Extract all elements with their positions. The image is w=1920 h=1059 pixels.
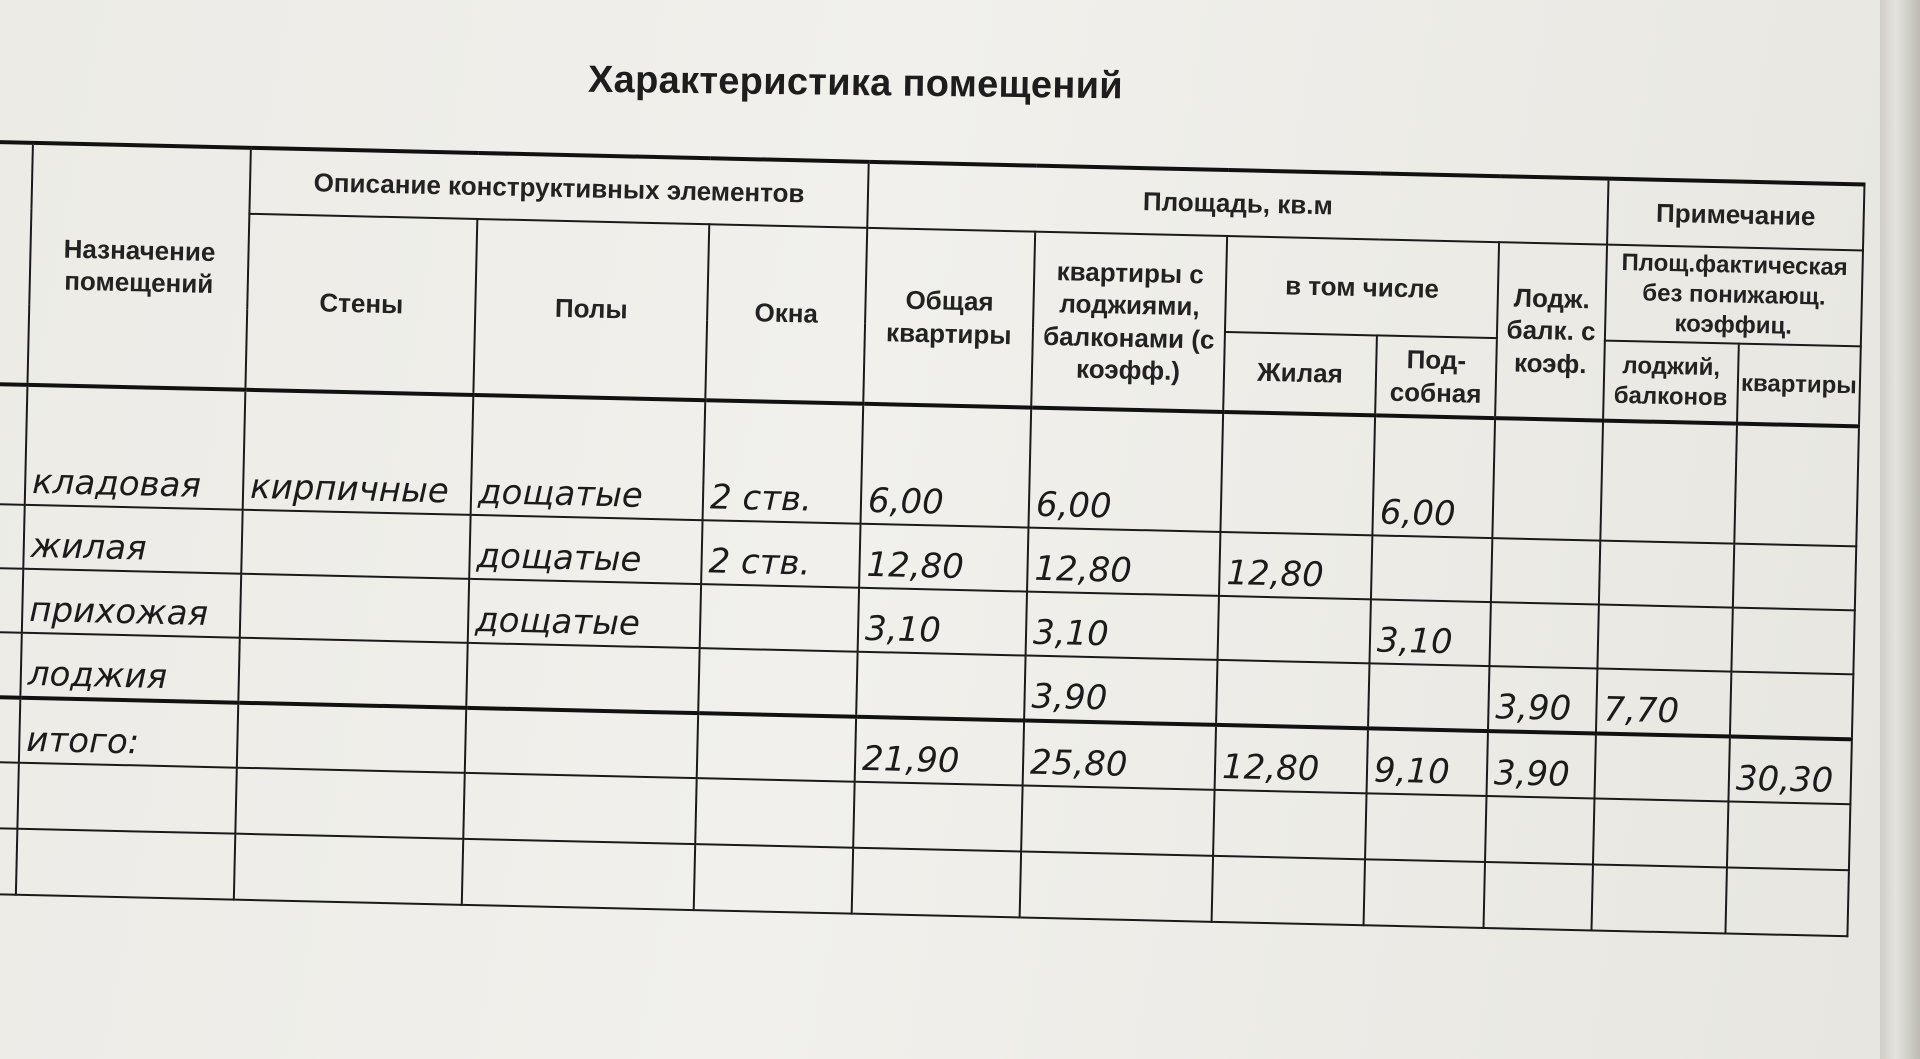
- walls-cell: [241, 510, 470, 579]
- empty-cell: [1212, 856, 1365, 925]
- header-living: Жилая: [1223, 332, 1377, 415]
- empty-cell: [462, 839, 695, 910]
- empty-cell: [0, 762, 19, 829]
- header-note-apartment: квартиры: [1737, 344, 1861, 427]
- with-loggias-cell: 3,10: [1026, 592, 1219, 660]
- total-cell: 3,10: [858, 588, 1027, 656]
- empty-cell: [463, 773, 696, 844]
- loggia-coef-cell: 3,90: [1488, 666, 1597, 733]
- auxiliary-cell: 9,10: [1367, 728, 1488, 796]
- empty-cell: [1213, 790, 1366, 859]
- note-loggias-cell: [1600, 421, 1737, 544]
- header-area: Площадь, кв.м: [867, 162, 1608, 245]
- with-loggias-cell: 6,00: [1028, 408, 1223, 532]
- living-cell: 12,80: [1215, 725, 1368, 793]
- header-auxiliary: Под- собная: [1375, 335, 1497, 418]
- auxiliary-cell: 3,10: [1369, 599, 1490, 666]
- header-note: Примечание: [1607, 179, 1864, 251]
- rooms-table: [0, 140, 1866, 937]
- empty-cell: [1021, 786, 1214, 856]
- empty-cell: [1591, 864, 1726, 933]
- floors-cell: дощатые: [471, 395, 706, 520]
- purpose-cell: итого:: [19, 698, 238, 768]
- header-with-loggias: квартиры с лоджиями, балконами (с коэфф.): [1031, 232, 1227, 412]
- empty-cell: [1364, 859, 1485, 928]
- walls-cell: [240, 574, 469, 643]
- empty-cell: [1725, 868, 1848, 937]
- windows-cell: [698, 648, 857, 717]
- header-note-loggias: лоджий, балконов: [1603, 341, 1739, 424]
- empty-cell: [17, 763, 236, 834]
- loggia-coef-cell: [1492, 418, 1603, 540]
- note-loggias-cell: [1599, 541, 1734, 608]
- row-number-cell: [0, 568, 23, 633]
- loggia-coef-cell: 3,90: [1487, 731, 1596, 798]
- auxiliary-cell: 6,00: [1372, 415, 1495, 538]
- header-floors: Полы: [473, 219, 709, 400]
- auxiliary-cell: [1368, 663, 1489, 731]
- header-windows: Окна: [705, 224, 867, 404]
- walls-cell: кирпичные: [243, 390, 474, 515]
- with-loggias-cell: 12,80: [1027, 528, 1220, 596]
- empty-cell: [1593, 798, 1728, 867]
- header-loggia-coef: Лодж. балк. с коэф.: [1495, 242, 1607, 420]
- empty-cell: [852, 848, 1021, 918]
- header-actual-area: Площ.фактическая без понижающ. коэффиц.: [1605, 245, 1863, 347]
- row-number-cell: [0, 632, 22, 698]
- header-total-apartment: Общая квартиры: [863, 228, 1035, 408]
- row-number-cell: [0, 384, 27, 505]
- note-loggias-cell: [1597, 605, 1732, 672]
- living-cell: [1218, 596, 1371, 663]
- empty-cell: [1365, 793, 1486, 862]
- living-cell: 12,80: [1219, 532, 1372, 599]
- purpose-cell: жилая: [23, 505, 242, 574]
- row-number-cell: [0, 697, 20, 763]
- floors-cell: дощатые: [469, 515, 702, 584]
- note-loggias-cell: 7,70: [1596, 669, 1731, 737]
- floors-cell: [465, 708, 698, 778]
- rooms-table-wrapper: [0, 140, 1866, 937]
- note-apartment-cell: [1731, 608, 1854, 675]
- empty-cell: [1484, 862, 1593, 930]
- empty-cell: [1727, 802, 1850, 871]
- total-cell: 21,90: [855, 717, 1024, 786]
- purpose-cell: прихожая: [22, 569, 241, 638]
- note-apartment-cell: [1734, 424, 1859, 547]
- empty-cell: [16, 829, 235, 900]
- windows-cell: 2 ств.: [701, 520, 860, 588]
- living-cell: [1220, 412, 1375, 535]
- total-cell: [856, 652, 1025, 721]
- walls-cell: [238, 638, 467, 708]
- windows-cell: 2 ств.: [703, 400, 864, 524]
- empty-cell: [234, 834, 463, 905]
- note-apartment-cell: 30,30: [1728, 737, 1851, 805]
- windows-cell: [700, 584, 859, 652]
- empty-cell: [695, 778, 854, 848]
- auxiliary-cell: [1371, 535, 1492, 602]
- header-constructive: Описание конструктивных элементов: [249, 148, 868, 228]
- purpose-cell: лоджия: [20, 633, 239, 703]
- header-walls: Стены: [245, 214, 477, 395]
- loggia-coef-cell: [1491, 538, 1600, 604]
- floors-cell: дощатые: [468, 579, 701, 648]
- total-cell: 12,80: [859, 524, 1028, 592]
- row-number-cell: [0, 504, 25, 569]
- living-cell: [1216, 660, 1369, 728]
- empty-cell: [235, 768, 464, 839]
- total-cell: 6,00: [861, 404, 1032, 528]
- empty-cell: [0, 828, 17, 895]
- header-purpose: Назначение помещений: [27, 143, 250, 390]
- with-loggias-cell: 3,90: [1024, 656, 1217, 725]
- with-loggias-cell: 25,80: [1023, 721, 1216, 790]
- windows-cell: [697, 713, 856, 782]
- header-including: в том числе: [1225, 236, 1499, 338]
- note-loggias-cell: [1594, 733, 1729, 801]
- note-apartment-cell: [1733, 544, 1856, 611]
- empty-cell: [853, 782, 1022, 852]
- page-edge: [1880, 0, 1920, 1059]
- document-title: Характеристика помещений: [587, 58, 1124, 108]
- purpose-cell: кладовая: [25, 385, 246, 510]
- empty-cell: [1485, 796, 1594, 864]
- floors-cell: [466, 643, 699, 713]
- empty-cell: [694, 844, 853, 914]
- loggia-coef-cell: [1489, 602, 1598, 668]
- note-apartment-cell: [1730, 672, 1853, 740]
- empty-cell: [1020, 851, 1213, 921]
- walls-cell: [237, 703, 466, 773]
